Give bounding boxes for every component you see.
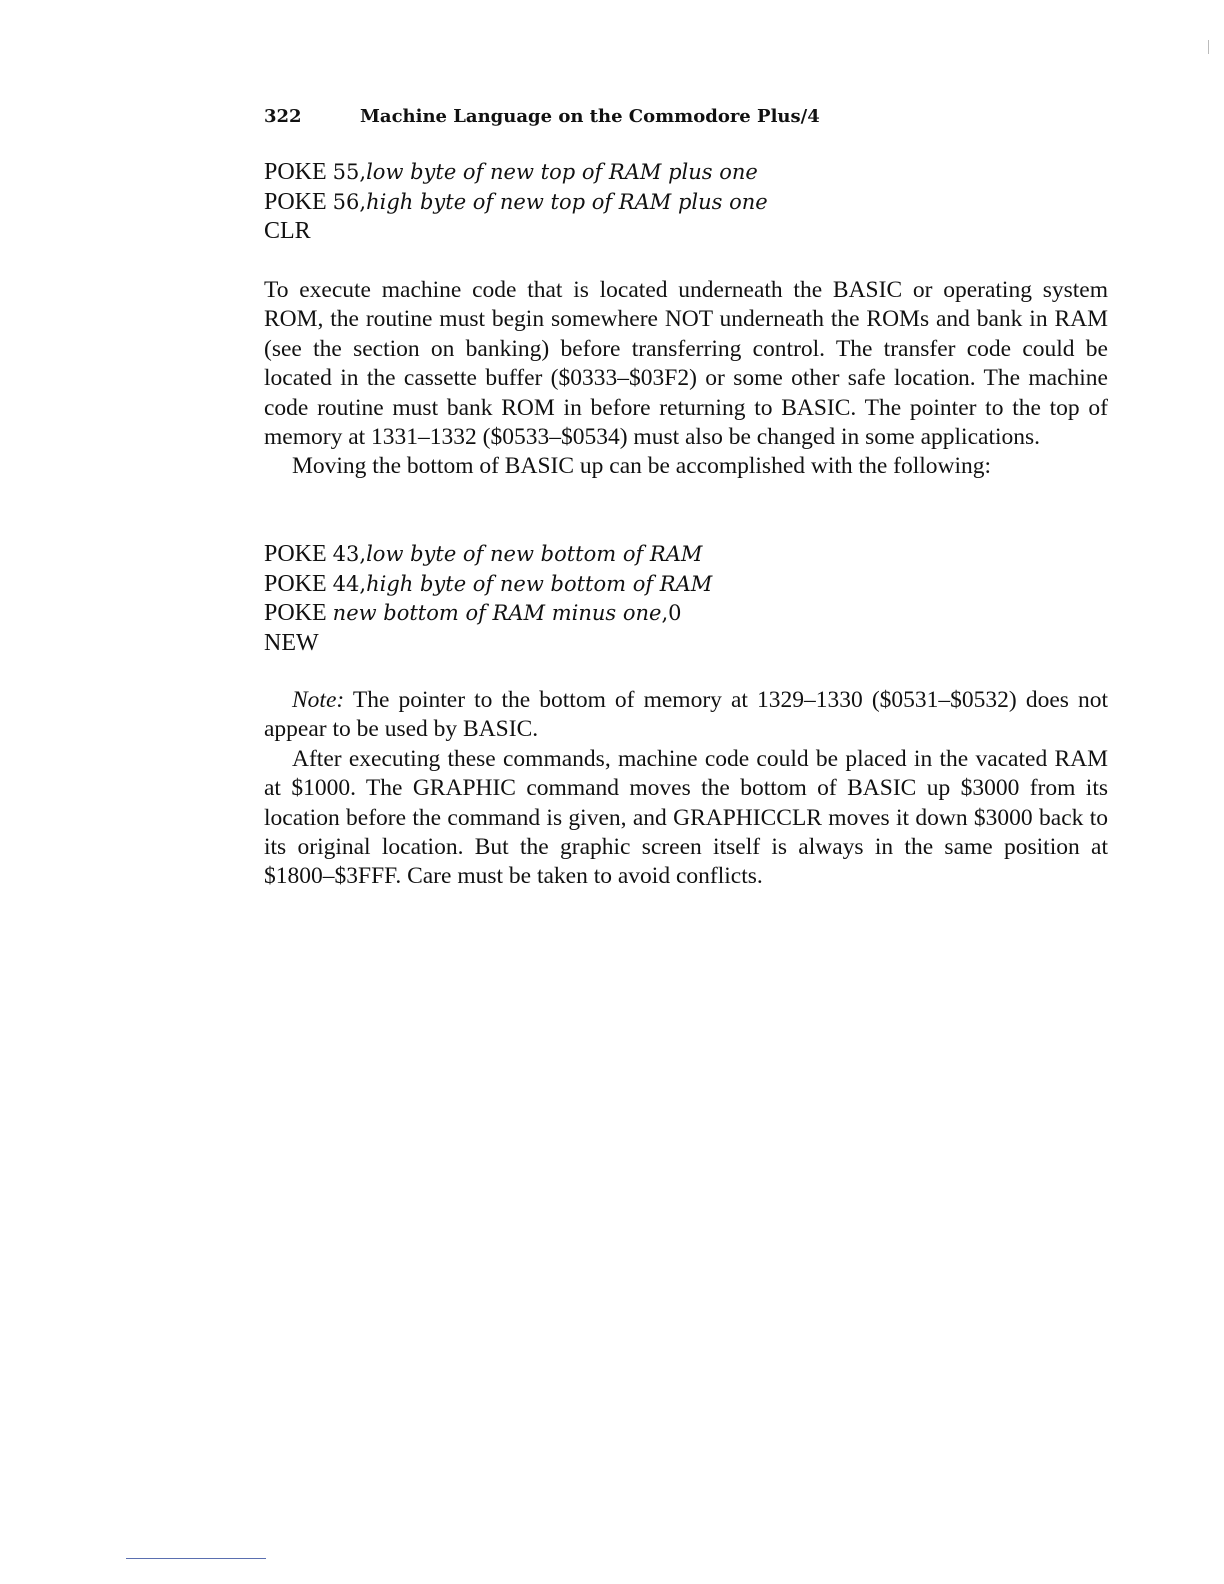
code-line-poke-minus-one — [264, 599, 712, 629]
running-header — [264, 106, 820, 127]
code-argument: high byte of new top of RAM plus one — [366, 189, 768, 214]
code-line-poke-55 — [264, 158, 768, 188]
code-line-poke-43 — [264, 540, 712, 570]
code-keyword: CLR — [264, 218, 311, 244]
code-argument: low byte of new top of RAM plus one — [366, 160, 758, 184]
code-value: ,0 — [661, 601, 682, 625]
code-line-new — [264, 629, 712, 659]
code-address: 43, — [332, 542, 367, 566]
code-keyword: NEW — [264, 629, 319, 656]
code-keyword: POKE — [264, 541, 333, 567]
code-argument: low byte of new bottom of RAM — [366, 542, 703, 566]
code-address: 56, — [332, 189, 367, 214]
code-line-poke-56 — [264, 188, 768, 218]
code-keyword: POKE — [264, 188, 333, 215]
body-text-graphic-section — [264, 686, 1108, 892]
code-address: 44, — [332, 571, 367, 596]
paragraph-moving-bottom: Moving the bottom of BASIC up can be accomplished with the following: — [292, 453, 992, 480]
page-number: 322 — [264, 106, 302, 127]
code-block-top-of-ram — [264, 158, 768, 247]
paragraph-machine-code-under-rom: To execute machine code that is located underneath the BASIC or operating system ROM, the routine must begin somewhere NOT underneath the ROMs and bank in RAM (see the section on banking) before transferring control. The transfer code could be located in the cassette buffer ($0333–$03F2) or some other safe location. The machine code routine must bank ROM in before returning to BASIC. The pointer to the top of memory at 1331–1332 ($0533–$0534) must also be changed in some applications. — [264, 277, 1108, 451]
running-title: Machine Language on the Commodore Plus/4 — [360, 106, 820, 127]
code-keyword: POKE — [264, 570, 333, 597]
code-address: 55, — [332, 160, 367, 184]
code-keyword: POKE — [264, 600, 333, 626]
note-label: Note: — [292, 687, 345, 713]
footnote-rule — [126, 1558, 266, 1559]
paragraph-graphic-command: After executing these commands, machine code could be placed in the vacated RAM at $1000. The GRAPHIC command moves the bottom of BASIC up $3000 from its location before the command is given, and GRAPHICCLR moves it down $3000 back to its original location. But the graphic screen itself is always in the same position at $1800–$3FFF. Care must be taken to avoid conflicts. — [264, 745, 1108, 890]
note-text: The pointer to the bottom of memory at 1329–1330 ($0531–$0532) does not appear to be used by BASIC. — [264, 687, 1108, 743]
scan-speck — [1208, 40, 1209, 54]
body-text-rom-section — [264, 276, 1108, 482]
code-argument: new bottom of RAM minus one — [332, 601, 662, 625]
code-line-poke-44 — [264, 570, 712, 600]
paragraph-note — [264, 686, 1108, 745]
code-keyword: POKE — [264, 159, 333, 185]
code-argument: high byte of new bottom of RAM — [366, 571, 713, 596]
code-block-bottom-of-basic — [264, 540, 712, 658]
code-line-clr — [264, 217, 768, 247]
